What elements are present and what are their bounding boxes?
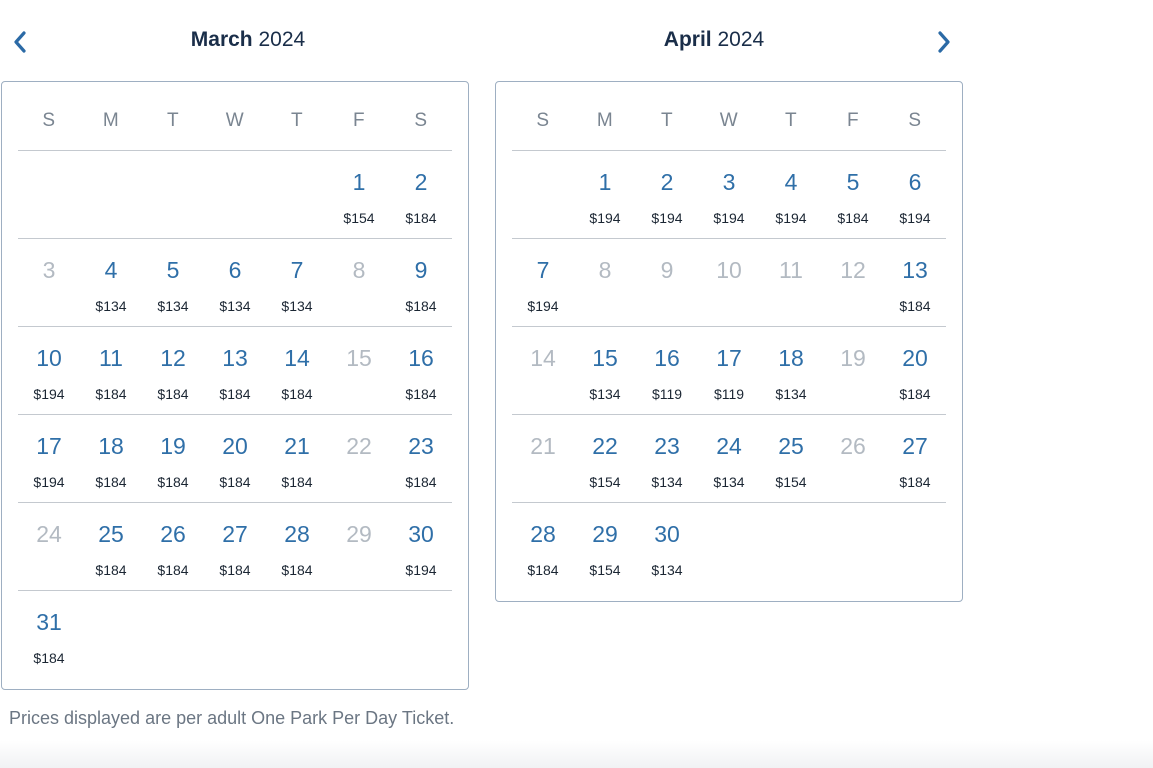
- day-price: $119: [713, 386, 745, 402]
- day-cell-9[interactable]: [390, 238, 452, 326]
- month-name: April: [663, 28, 712, 51]
- day-number: 11: [779, 257, 803, 283]
- day-number: 9: [414, 257, 428, 283]
- day-number: 10: [36, 345, 62, 371]
- week-row: [18, 590, 452, 678]
- day-number: 6: [228, 257, 242, 283]
- day-cell-2[interactable]: [390, 150, 452, 238]
- day-cell-23[interactable]: [390, 414, 452, 502]
- day-cell-30[interactable]: [390, 502, 452, 590]
- day-cell-4[interactable]: [760, 150, 822, 238]
- day-price: $194: [713, 210, 745, 226]
- day-cell-18[interactable]: [80, 414, 142, 502]
- day-price: $184: [219, 386, 251, 402]
- day-cell-16[interactable]: [390, 326, 452, 414]
- day-number: 31: [36, 609, 62, 635]
- day-cell-3: [18, 238, 80, 326]
- day-cell-8: [328, 238, 390, 326]
- week-row: [18, 238, 452, 327]
- day-price: $184: [157, 562, 189, 578]
- day-number: 25: [98, 521, 124, 547]
- day-number: 30: [408, 521, 434, 547]
- day-cell-1[interactable]: [328, 150, 390, 238]
- day-price: $194: [33, 386, 65, 402]
- day-price: $184: [281, 386, 313, 402]
- day-number: 2: [414, 169, 428, 195]
- day-cell-20[interactable]: [884, 326, 946, 414]
- day-number: 21: [530, 433, 556, 459]
- weekday-label: W: [225, 110, 245, 131]
- day-number: 24: [716, 433, 742, 459]
- day-price: $154: [343, 210, 375, 226]
- day-cell-11[interactable]: [80, 326, 142, 414]
- day-price: $194: [651, 210, 683, 226]
- day-cell-7[interactable]: [266, 238, 328, 326]
- day-cell-25[interactable]: [80, 502, 142, 590]
- day-number: 14: [284, 345, 310, 371]
- day-price: $134: [219, 298, 251, 314]
- day-number: 8: [352, 257, 366, 283]
- day-price: $194: [33, 474, 65, 490]
- day-cell-27[interactable]: [884, 414, 946, 502]
- week-row: [18, 414, 452, 503]
- month-title-march: [148, 28, 348, 52]
- day-price: $184: [837, 210, 869, 226]
- day-price: $184: [281, 562, 313, 578]
- day-number: 1: [352, 169, 366, 195]
- day-number: 19: [840, 345, 866, 371]
- weekday-label: M: [596, 110, 614, 131]
- day-number: 27: [902, 433, 928, 459]
- day-price: $184: [95, 474, 127, 490]
- day-cell-7[interactable]: [512, 238, 574, 326]
- day-price: $134: [651, 474, 683, 490]
- weekday-label: T: [166, 110, 180, 131]
- day-cell-28[interactable]: [266, 502, 328, 590]
- day-number: 6: [908, 169, 922, 195]
- day-price: $184: [899, 386, 931, 402]
- day-price: $134: [589, 386, 621, 402]
- day-cell-6[interactable]: [884, 150, 946, 238]
- day-cell-18[interactable]: [760, 326, 822, 414]
- day-cell-24[interactable]: [698, 414, 760, 502]
- week-row: [18, 326, 452, 415]
- day-number: 21: [284, 433, 310, 459]
- day-cell-25[interactable]: [760, 414, 822, 502]
- day-cell-12: [822, 238, 884, 326]
- day-number: 20: [222, 433, 248, 459]
- day-cell-10[interactable]: [18, 326, 80, 414]
- day-cell-10: [698, 238, 760, 326]
- day-cell-23[interactable]: [636, 414, 698, 502]
- day-number: 29: [346, 521, 372, 547]
- weekday-header-row: [18, 82, 452, 151]
- weekday-label: M: [102, 110, 120, 131]
- day-number: 14: [530, 345, 556, 371]
- day-number: 17: [716, 345, 742, 371]
- day-number: 16: [408, 345, 434, 371]
- day-price: $184: [899, 474, 931, 490]
- day-number: 12: [160, 345, 186, 371]
- day-price: $184: [405, 210, 437, 226]
- day-price: $134: [775, 386, 807, 402]
- day-number: 24: [36, 521, 62, 547]
- day-number: 5: [846, 169, 860, 195]
- day-cell-19: [822, 326, 884, 414]
- day-cell-11: [760, 238, 822, 326]
- month-year: 2024: [717, 28, 765, 51]
- day-cell-13[interactable]: [204, 326, 266, 414]
- weekday-label: T: [660, 110, 674, 131]
- day-number: 17: [36, 433, 62, 459]
- day-number: 13: [222, 345, 248, 371]
- day-number: 10: [716, 257, 742, 283]
- day-number: 26: [160, 521, 186, 547]
- day-price: $194: [527, 298, 559, 314]
- day-price: $134: [713, 474, 745, 490]
- day-number: 23: [408, 433, 434, 459]
- next-month-button[interactable]: [932, 30, 956, 54]
- day-cell-12[interactable]: [142, 326, 204, 414]
- day-number: 1: [598, 169, 612, 195]
- day-price: $134: [157, 298, 189, 314]
- day-price: $134: [651, 562, 683, 578]
- month-year: 2024: [258, 28, 306, 51]
- prev-month-button[interactable]: [8, 30, 32, 54]
- week-row: [512, 150, 946, 239]
- day-cell-15[interactable]: [574, 326, 636, 414]
- week-row: [18, 502, 452, 591]
- day-price: $184: [95, 386, 127, 402]
- weekday-label: S: [414, 110, 428, 131]
- day-number: 20: [902, 345, 928, 371]
- day-price: $134: [281, 298, 313, 314]
- day-price: $194: [405, 562, 437, 578]
- day-price: $184: [157, 474, 189, 490]
- day-number: 22: [346, 433, 372, 459]
- price-footnote: Prices displayed are per adult One Park Per Day Ticket.: [9, 708, 455, 728]
- day-price: $154: [775, 474, 807, 490]
- day-cell-1[interactable]: [574, 150, 636, 238]
- calendar-march: [1, 81, 469, 690]
- day-cell-14: [512, 326, 574, 414]
- month-name: March: [190, 28, 253, 51]
- day-number: 5: [166, 257, 180, 283]
- weekday-header-row: [512, 82, 946, 151]
- day-cell-29: [328, 502, 390, 590]
- day-cell-3[interactable]: [698, 150, 760, 238]
- day-number: 28: [530, 521, 556, 547]
- day-cell-16[interactable]: [636, 326, 698, 414]
- day-price: $194: [775, 210, 807, 226]
- day-number: 2: [660, 169, 674, 195]
- day-number: 7: [536, 257, 550, 283]
- week-row: [512, 502, 946, 590]
- day-cell-14[interactable]: [266, 326, 328, 414]
- chevron-left-icon: [13, 31, 27, 53]
- weekday-label: T: [290, 110, 304, 131]
- day-number: 8: [598, 257, 612, 283]
- day-price: $184: [405, 474, 437, 490]
- day-price: $184: [405, 298, 437, 314]
- bottom-fade: [0, 740, 1153, 768]
- day-cell-2[interactable]: [636, 150, 698, 238]
- day-number: 12: [840, 257, 866, 283]
- day-price: $184: [95, 562, 127, 578]
- day-cell-30[interactable]: [636, 502, 698, 590]
- day-number: 9: [660, 257, 674, 283]
- week-row: [18, 150, 452, 239]
- day-number: 30: [654, 521, 680, 547]
- day-number: 28: [284, 521, 310, 547]
- day-cell-28[interactable]: [512, 502, 574, 590]
- weekday-label: T: [784, 110, 798, 131]
- day-number: 16: [654, 345, 680, 371]
- day-number: 3: [42, 257, 56, 283]
- day-number: 3: [722, 169, 736, 195]
- day-cell-9: [636, 238, 698, 326]
- day-price: $184: [281, 474, 313, 490]
- day-price: $184: [899, 298, 931, 314]
- day-cell-26[interactable]: [142, 502, 204, 590]
- weekday-label: W: [719, 110, 739, 131]
- day-number: 26: [840, 433, 866, 459]
- weekday-label: F: [846, 110, 860, 131]
- day-number: 22: [592, 433, 618, 459]
- day-cell-26: [822, 414, 884, 502]
- day-number: 19: [160, 433, 186, 459]
- day-price: $154: [589, 474, 621, 490]
- day-price: $154: [589, 562, 621, 578]
- calendar-april: [495, 81, 963, 602]
- day-price: $184: [157, 386, 189, 402]
- day-price: $184: [219, 562, 251, 578]
- weekday-label: S: [42, 110, 56, 131]
- day-price: $184: [33, 650, 65, 666]
- day-price: $134: [95, 298, 127, 314]
- day-cell-13[interactable]: [884, 238, 946, 326]
- weekday-label: S: [908, 110, 922, 131]
- day-cell-29[interactable]: [574, 502, 636, 590]
- day-number: 15: [592, 345, 618, 371]
- day-cell-17[interactable]: [698, 326, 760, 414]
- day-cell-17[interactable]: [18, 414, 80, 502]
- day-price: $184: [405, 386, 437, 402]
- day-number: 4: [784, 169, 798, 195]
- day-cell-22: [328, 414, 390, 502]
- day-number: 11: [99, 345, 123, 371]
- week-row: [512, 238, 946, 327]
- day-number: 25: [778, 433, 804, 459]
- day-cell-22[interactable]: [574, 414, 636, 502]
- day-cell-24: [18, 502, 80, 590]
- day-number: 15: [346, 345, 372, 371]
- day-number: 4: [104, 257, 118, 283]
- day-number: 7: [290, 257, 304, 283]
- day-cell-21: [512, 414, 574, 502]
- day-price: $119: [651, 386, 683, 402]
- day-price: $194: [899, 210, 931, 226]
- day-price: $184: [219, 474, 251, 490]
- chevron-right-icon: [937, 31, 951, 53]
- weekday-label: F: [352, 110, 366, 131]
- day-number: 18: [98, 433, 124, 459]
- day-number: 27: [222, 521, 248, 547]
- day-cell-20[interactable]: [204, 414, 266, 502]
- day-number: 13: [902, 257, 928, 283]
- day-price: $184: [527, 562, 559, 578]
- day-cell-5[interactable]: [822, 150, 884, 238]
- day-price: $194: [589, 210, 621, 226]
- day-cell-31[interactable]: [18, 590, 80, 678]
- week-row: [512, 414, 946, 503]
- week-row: [512, 326, 946, 415]
- day-number: 23: [654, 433, 680, 459]
- weekday-label: S: [536, 110, 550, 131]
- day-cell-15: [328, 326, 390, 414]
- day-cell-27[interactable]: [204, 502, 266, 590]
- day-cell-6[interactable]: [204, 238, 266, 326]
- day-number: 29: [592, 521, 618, 547]
- day-number: 18: [778, 345, 804, 371]
- day-cell-4[interactable]: [80, 238, 142, 326]
- day-cell-5[interactable]: [142, 238, 204, 326]
- month-title-april: [614, 28, 814, 52]
- day-cell-21[interactable]: [266, 414, 328, 502]
- day-cell-8: [574, 238, 636, 326]
- day-cell-19[interactable]: [142, 414, 204, 502]
